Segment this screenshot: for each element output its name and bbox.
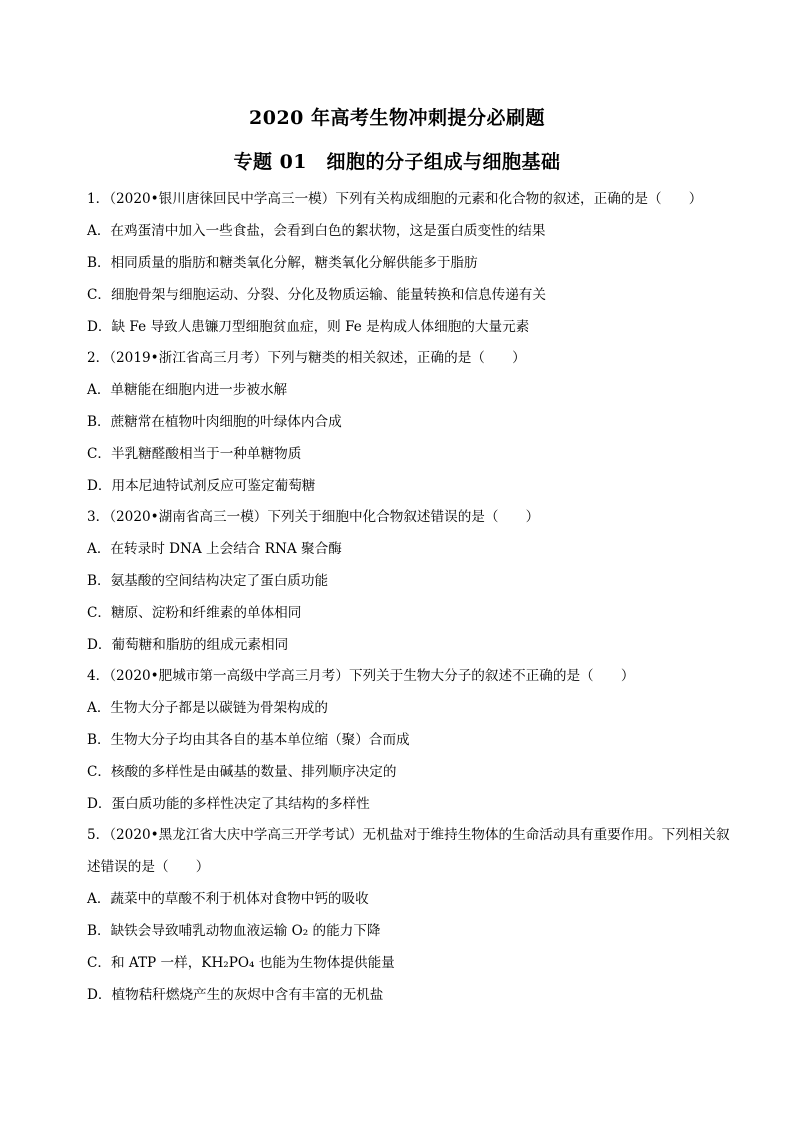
document-title: 2020 年高考生物冲刺提分必刷题 — [249, 107, 545, 129]
question-5-option-b: B．缺铁会导致哺乳动物血液运输 O₂ 的能力下降 — [87, 923, 381, 939]
question-5-option-d: D．植物秸秆燃烧产生的灰烬中含有丰富的无机盐 — [87, 987, 384, 1003]
question-1-stem: 1．（2020•银川唐徕回民中学高三一模）下列有关构成细胞的元素和化合物的叙述，正确的是（ ） — [87, 191, 703, 207]
question-1-option-b: B．相同质量的脂肪和糖类氧化分解，糖类氧化分解供能多于脂肪 — [87, 255, 478, 271]
document-subtitle: 专题 01 细胞的分子组成与细胞基础 — [233, 151, 561, 173]
question-5-stem-continued: 述错误的是（ ） — [87, 859, 210, 875]
question-3-option-d: D．葡萄糖和脂肪的组成元素相同 — [87, 637, 289, 653]
question-3-option-b: B．氨基酸的空间结构决定了蛋白质功能 — [87, 573, 329, 589]
question-4-option-b: B．生物大分子均由其各自的基本单位缩（聚）合而成 — [87, 732, 410, 748]
question-4-option-a: A．生物大分子都是以碳链为骨架构成的 — [87, 700, 328, 716]
question-2-option-a: A．单糖能在细胞内进一步被水解 — [87, 382, 288, 398]
question-1-option-c: C．细胞骨架与细胞运动、分裂、分化及物质运输、能量转换和信息传递有关 — [87, 287, 546, 303]
question-3-option-a: A．在转录时 DNA 上会结合 RNA 聚合酶 — [87, 541, 342, 557]
question-4-option-c: C．核酸的多样性是由碱基的数量、排列顺序决定的 — [87, 764, 397, 780]
question-2-stem: 2．（2019•浙江省高三月考）下列与糖类的相关叙述，正确的是（ ） — [87, 350, 526, 366]
question-2-option-c: C．半乳糖醛酸相当于一种单糖物质 — [87, 446, 302, 462]
question-4-option-d: D．蛋白质功能的多样性决定了其结构的多样性 — [87, 796, 370, 812]
question-1-option-a: A．在鸡蛋清中加入一些食盐，会看到白色的絮状物，这是蛋白质变性的结果 — [87, 223, 546, 239]
question-2-option-d: D．用本尼迪特试剂反应可鉴定葡萄糖 — [87, 478, 316, 494]
question-3-stem: 3．（2020•湖南省高三一模）下列关于细胞中化合物叙述错误的是（ ） — [87, 509, 540, 525]
question-5-option-a: A．蔬菜中的草酸不利于机体对食物中钙的吸收 — [87, 891, 369, 907]
question-2-option-b: B．蔗糖常在植物叶肉细胞的叶绿体内合成 — [87, 414, 342, 430]
question-4-stem: 4．（2020•肥城市第一高级中学高三月考）下列关于生物大分子的叙述不正确的是（ ） — [87, 668, 635, 684]
question-5-option-c: C．和 ATP 一样，KH₂PO₄ 也能为生物体提供能量 — [87, 955, 395, 971]
question-3-option-c: C．糖原、淀粉和纤维素的单体相同 — [87, 605, 302, 621]
question-5-stem: 5．（2020•黑龙江省大庆中学高三开学考试）无机盐对于维持生物体的生命活动具有重要作用。下列相关叙 — [87, 827, 730, 843]
question-1-option-d: D．缺 Fe 导致人患镰刀型细胞贫血症，则 Fe 是构成人体细胞的大量元素 — [87, 319, 530, 335]
